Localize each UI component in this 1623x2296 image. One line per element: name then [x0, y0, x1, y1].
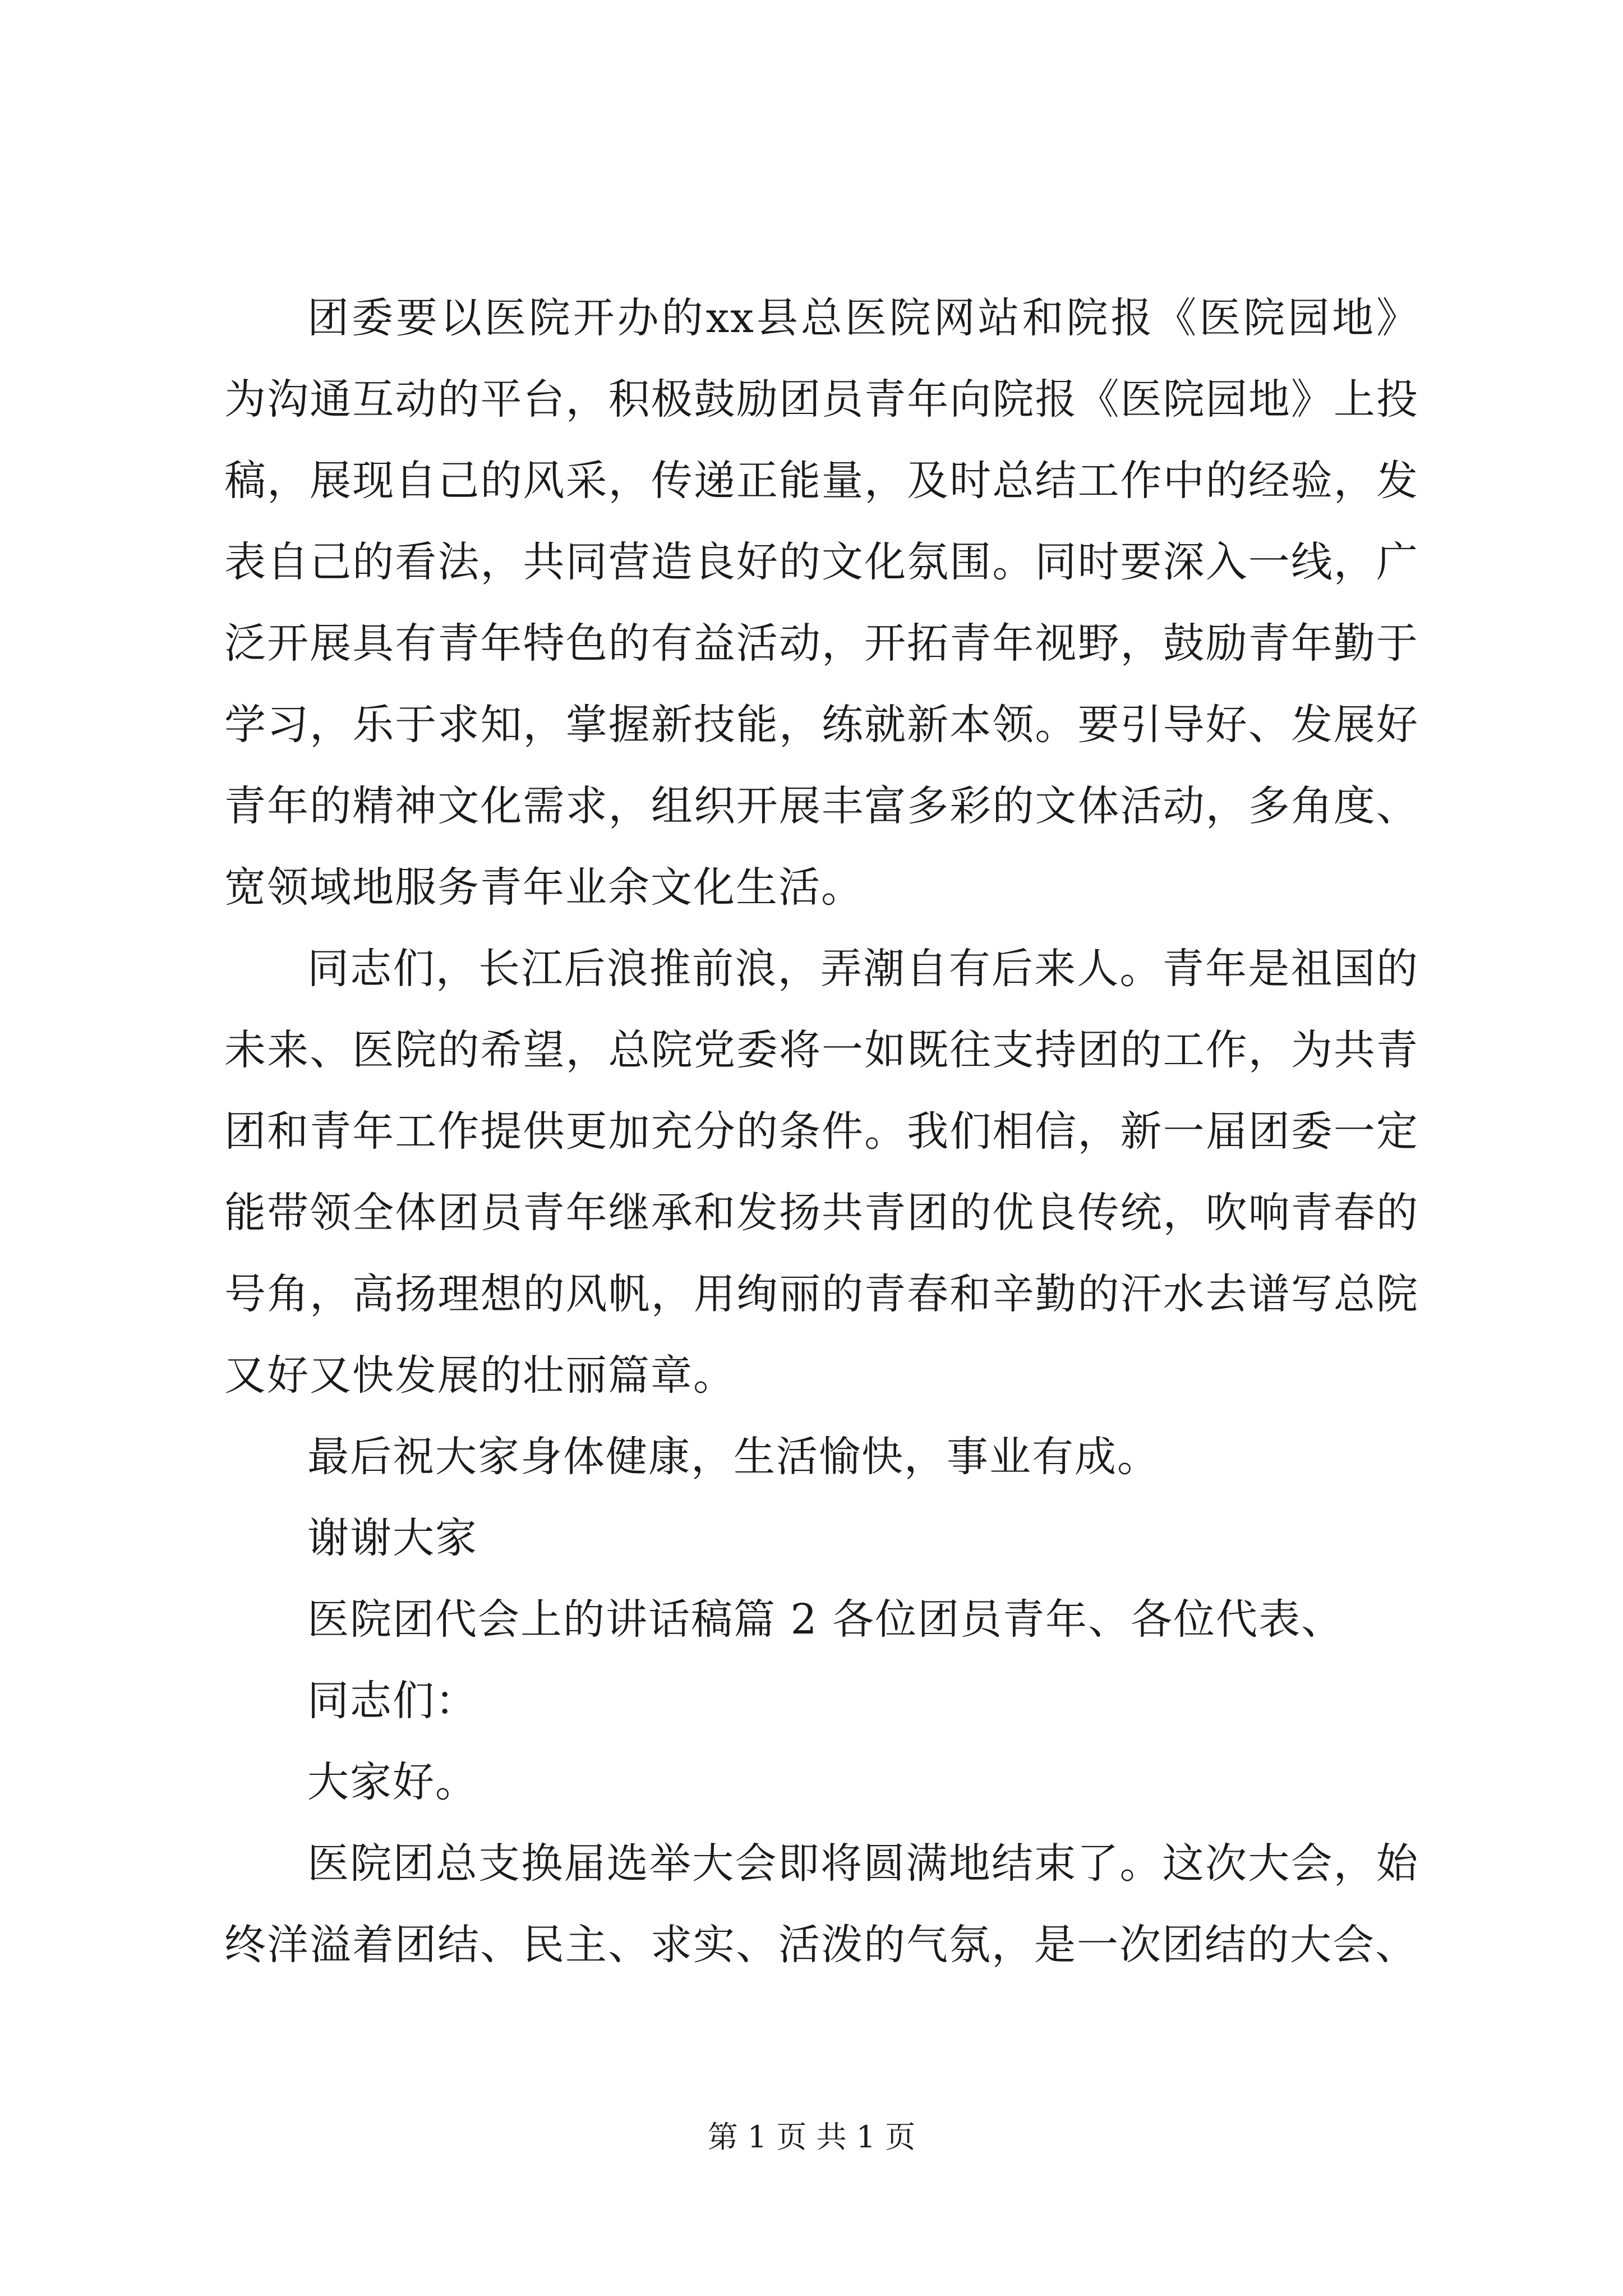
line-greeting: 大家好。	[307, 1758, 478, 1806]
line-speech-heading: 医院团代会上的讲话稿篇 2 各位团员青年、各位代表、	[307, 1595, 1344, 1644]
line-best-wishes: 最后祝大家身体健康，生活愉快，事业有成。	[307, 1433, 1160, 1481]
paragraph-comrades-youth: 同志们，长江后浪推前浪，弄潮自有后来人。青年是祖国的未来、医院的希望，总院党委将一如既往支持团的工作，为共青团和青年工作提供更加充分的条件。我们相信，新一届团委一定能带领全体团员青年继承和发扬共青团的优良传统，吹响青春的号角，高扬理想的风帆，用绚丽的青春和辛勤的汗水去谱写总院又好又快发展的壮丽篇章。	[224, 945, 1419, 1400]
line-thanks: 谢谢大家	[307, 1514, 478, 1562]
paragraph-hospital-newsletter: 团委要以医院开办的xx县总医院网站和院报《医院园地》为沟通互动的平台，积极鼓励团员青年向院报《医院园地》上投稿，展现自己的风采，传递正能量，及时总结工作中的经验，发表自己的看法，共同营造良好的文化氛围。同时要深入一线，广泛开展具有青年特色的有益活动，开拓青年视野，鼓励青年勤于学习，乐于求知，掌握新技能，练就新本领。要引导好、发展好青年的精神文化需求，组织开展丰富多彩的文体活动，多角度、宽领域地服务青年业余文化生活。	[224, 294, 1419, 912]
paragraph-election-meeting: 医院团总支换届选举大会即将圆满地结束了。这次大会，始终洋溢着团结、民主、求实、活泼的气氛，是一次团结的大会、	[224, 1839, 1419, 1969]
page-footer: 第 1 页 共 1 页	[707, 2119, 916, 2155]
document-body	[224, 278, 1419, 1986]
line-salutation: 同志们：	[307, 1677, 478, 1725]
